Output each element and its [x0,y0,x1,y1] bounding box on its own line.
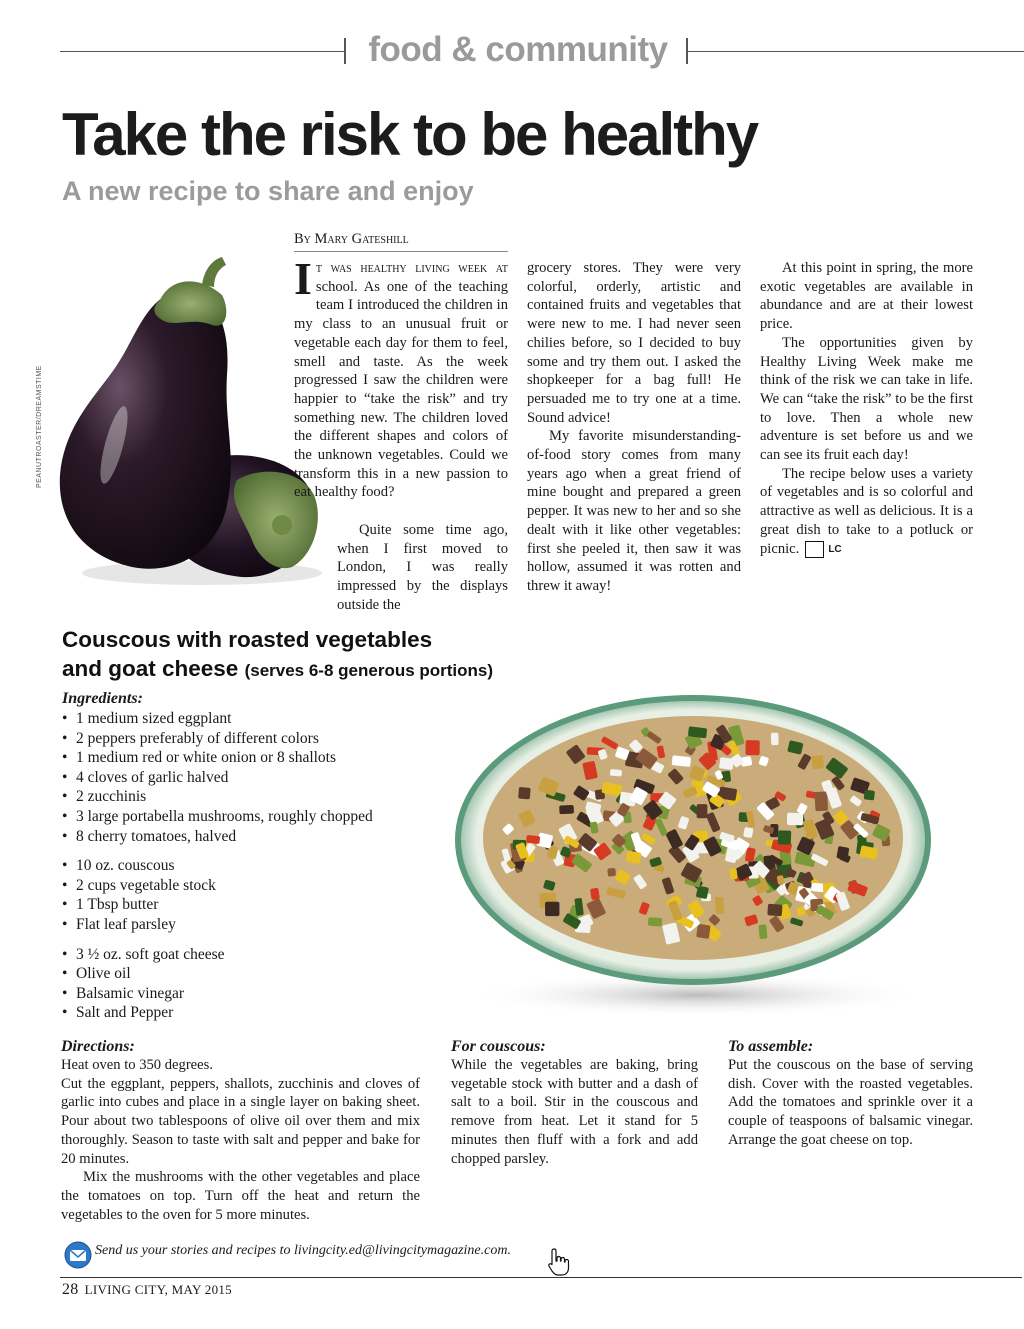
photo-credit: PEANUTROASTER/DREAMSTIME [36,365,43,488]
couscous-block [451,1038,698,1168]
byline: By Mary Gateshill [294,231,508,252]
assemble-heading: To assemble: [728,1038,814,1055]
couscous-dish-image [448,690,948,1020]
ingredient-item: • Olive oil [62,964,442,984]
vegetable-piece [767,904,782,916]
ingredient-item: • 10 oz. couscous [62,856,442,876]
vegetable-piece [771,733,779,746]
paragraph-6: The opportunities given by Healthy Living Week make me think of the risk we can take in life. We can “take the risk” to be the first to love. Then a whole new adventure is set before us and we can see its fruit each day! [760,334,973,464]
drop-cap: I [294,253,312,304]
ingredient-item: • Balsamic vinegar [62,984,442,1004]
vegetable-piece [696,886,709,900]
ingredient-item: • Salt and Pepper [62,1003,442,1023]
recipe-serves: (serves 6-8 generous portions) [244,661,494,680]
ingredients-heading: Ingredients: [62,690,143,707]
ingredients-list [62,709,442,1023]
vegetable-piece [648,917,662,926]
vegetable-piece [526,835,540,844]
directions-step-3: Mix the mushrooms with the other vegetables and place the tomatoes on top. Turn off the heat and return the vegetables to the oven for 5 more minutes. [61,1169,420,1223]
vegetable-piece [696,924,711,939]
ingredient-item: • Flat leaf parsley [62,915,442,935]
end-mark-icon: LC [805,541,824,558]
mail-icon[interactable] [64,1241,92,1269]
vegetable-piece [590,888,600,900]
ingredient-item: • 3 ½ oz. soft goat cheese [62,945,442,965]
vegetable-piece [610,769,622,777]
page-number: 28 [62,1281,79,1298]
vegetable-piece [864,790,875,801]
ingredient-item: • 3 large portabella mushrooms, roughly chopped [62,807,442,827]
vegetable-piece [697,804,708,818]
header-rule-right [688,51,1024,52]
ingredient-item: • 2 cups vegetable stock [62,876,442,896]
article-title: Take the risk to be healthy [62,101,758,168]
paragraph-2: Quite some time ago, when I first moved to London, I was really impressed by the displays outside the [337,522,508,613]
vegetable-piece [559,805,574,814]
paragraph-4: My favorite misunderstanding-of-food story comes from many years ago when a great friend of mine bought and prepared a green pepper. It was new to her and so she dealt with it like other vegetables: first she peeled it, then saw it was hollow, assumed it was rotten and threw it away! [527,428,741,594]
ingredient-item: • 2 zucchinis [62,787,442,807]
article-column-2 [527,259,741,596]
vegetable-piece [545,902,559,916]
ingredient-item: • 4 cloves of garlic halved [62,768,442,788]
ingredient-group-vegetables [62,709,442,846]
vegetable-piece [758,924,767,939]
couscous-heading: For couscous: [451,1038,546,1055]
article-column-1 [294,253,508,502]
paragraph-3: grocery stores. They were very colorful, orderly, artistic and contained fruits and vegetables that were new to me. I had never seen chilies before, so I decided to buy some and try them out. I asked the shopkeeper for a bag full! He persuaded me to try one at a time. Sound advice! [527,260,741,426]
directions-block [61,1038,420,1224]
header-rule-left [60,51,344,52]
assemble-block [728,1038,973,1150]
paragraph-1: school. As one of the teaching team I introduced the children in my class to an unusual fruit or vegetable each day for them to feel, smell and taste. As the week progressed I saw the children were happier to “take the risk” and try something new. The children loved the different shapes and colors of the unknown vegetables. Could we transform this in a new passion to eat healthy food? [294,278,508,501]
article-column-3 [760,259,973,558]
vegetable-piece [811,755,824,770]
vegetable-piece [778,830,792,844]
ingredient-item: • 1 medium red or white onion or 8 shallots [62,748,442,768]
vegetable-piece [715,897,725,914]
assemble-instructions: Put the couscous on the base of serving dish. Cover with the roasted vegetables. Add the tomatoes and sprinkle over it a couple of teaspoons of balsamic vinegar. Arrange the goat cheese on top. [728,1057,973,1148]
article-column-1-continued [337,521,508,615]
vegetable-piece [814,791,828,811]
vegetable-piece [729,868,737,880]
vegetable-piece [719,757,734,770]
ingredient-item: • 1 medium sized eggplant [62,709,442,729]
hand-pointer-icon [547,1247,571,1277]
vegetable-piece [787,813,803,826]
submission-link[interactable]: Send us your stories and recipes to livingcity.ed@livingcitymagazine.com. [95,1243,511,1258]
ingredient-group-finishing [62,945,442,1023]
vegetable-piece [607,868,616,877]
header-rule-tick-left [344,38,346,64]
vegetable-piece [518,787,531,800]
lead-in: t was healthy living week at [315,260,508,276]
article-subtitle: A new recipe to share and enjoy [62,176,474,206]
directions-step-1: Heat oven to 350 degrees. [61,1057,213,1073]
folio [62,1281,232,1299]
recipe-title-line-1: Couscous with roasted vegetables [62,627,433,652]
vegetable-piece [743,827,753,838]
publication-info: LIVING CITY, MAY 2015 [84,1282,232,1297]
ingredient-group-couscous [62,856,442,934]
vegetable-piece [745,740,759,755]
recipe-title-line-2: and goat cheese [62,656,239,681]
section-label: food & community [368,30,668,69]
vegetable-piece [672,755,691,767]
footer-rule [60,1277,1022,1278]
ingredient-item: • 1 Tbsp butter [62,895,442,915]
recipe-title [62,625,493,685]
paragraph-5: At this point in spring, the more exotic vegetables are available in abundance and are at their lowest price. [760,260,973,333]
ingredient-item: • 8 cherry tomatoes, halved [62,827,442,847]
paragraph-7: The recipe below uses a variety of vegetables and is so colorful and attractive as well as delicious. It is a great dish to take to a potluck or picnic. LC [760,465,973,557]
ingredient-item: • 2 peppers preferably of different colors [62,729,442,749]
directions-heading: Directions: [61,1038,135,1055]
couscous-instructions: While the vegetables are baking, bring vegetable stock with butter and a dash of salt to a boil. Stir in the couscous and remove from heat. Let it stand for 5 minutes then fluff with a fork and add chopped parsley. [451,1057,698,1167]
eggplant-image [52,255,330,595]
directions-step-2: Cut the eggplant, peppers, shallots, zucchinis and cloves of garlic into cubes and place in a single layer on baking sheet. Pour about two tablespoons of olive oil over them and mix thoroughly. Season to taste with salt and pepper and bake for 20 minutes. [61,1075,420,1167]
